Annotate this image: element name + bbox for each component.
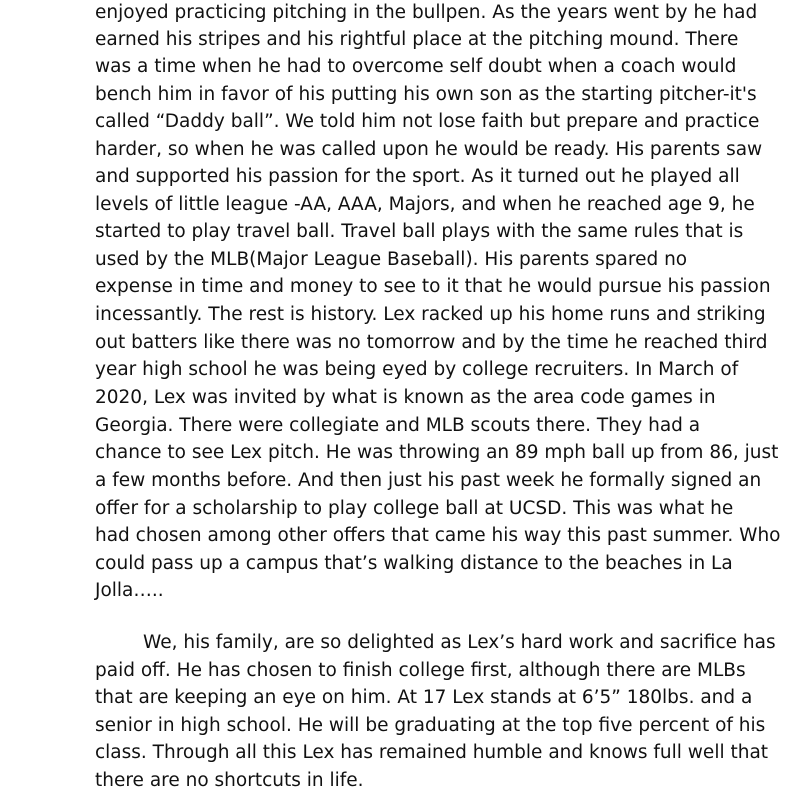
text-line: out batters like there was no tomorrow and by the time he reached third [95,332,768,353]
text-line: incessantly. The rest is history. Lex racked up his home runs and striking [95,304,766,325]
text-line: called “Daddy ball”. We told him not lose faith but prepare and practice [95,111,760,132]
text-line: could pass up a campus that’s walking distance to the beaches in La [95,553,733,574]
text-line: started to play travel ball. Travel ball plays with the same rules that is [95,221,744,242]
text-line: chance to see Lex pitch. He was throwing an 89 mph ball up from 86, just [95,442,779,463]
text-line: levels of little league -AA, AAA, Majors, and when he reached age 9, he [95,194,755,215]
text-line: year high school he was being eyed by college recruiters. In March of [95,359,739,380]
text-line: class. Through all this Lex has remained humble and knows full well that [95,742,769,763]
text-line: We, his family, are so delighted as Lex’s hard work and sacrifice has [143,632,776,653]
text-line: was a time when he had to overcome self doubt when a coach would [95,56,737,77]
text-line: Jolla….. [95,580,164,601]
text-line: there are no shortcuts in life. [95,770,364,791]
text-line: had chosen among other offers that came his way this past summer. Who [95,525,781,546]
text-line: earned his stripes and his rightful place at the pitching mound. There [95,29,739,50]
text-line: expense in time and money to see to it that he would pursue his passion [95,276,771,297]
text-line: that are keeping an eye on him. At 17 Lex stands at 6’5” 180lbs. and a [95,687,753,708]
text-line: offer for a scholarship to play college ball at UCSD. This was what he [95,498,734,519]
text-line: enjoyed practicing pitching in the bullpen. As the years went by he had [95,2,758,23]
text-line: Georgia. There were collegiate and MLB scouts there. They had a [95,415,701,436]
text-line: a few months before. And then just his past week he formally signed an [95,470,762,491]
text-line: senior in high school. He will be graduating at the top five percent of his [95,715,766,736]
text-line: and supported his passion for the sport. As it turned out he played all [95,166,740,187]
text-line: bench him in favor of his putting his own son as the starting pitcher-it's [95,84,757,105]
text-line: paid off. He has chosen to finish college first, although there are MLBs [95,660,746,681]
text-line: 2020, Lex was invited by what is known as the area code games in [95,387,716,408]
text-line: used by the MLB(Major League Baseball). His parents spared no [95,249,688,270]
text-line: harder, so when he was called upon he would be ready. His parents saw [95,139,763,160]
